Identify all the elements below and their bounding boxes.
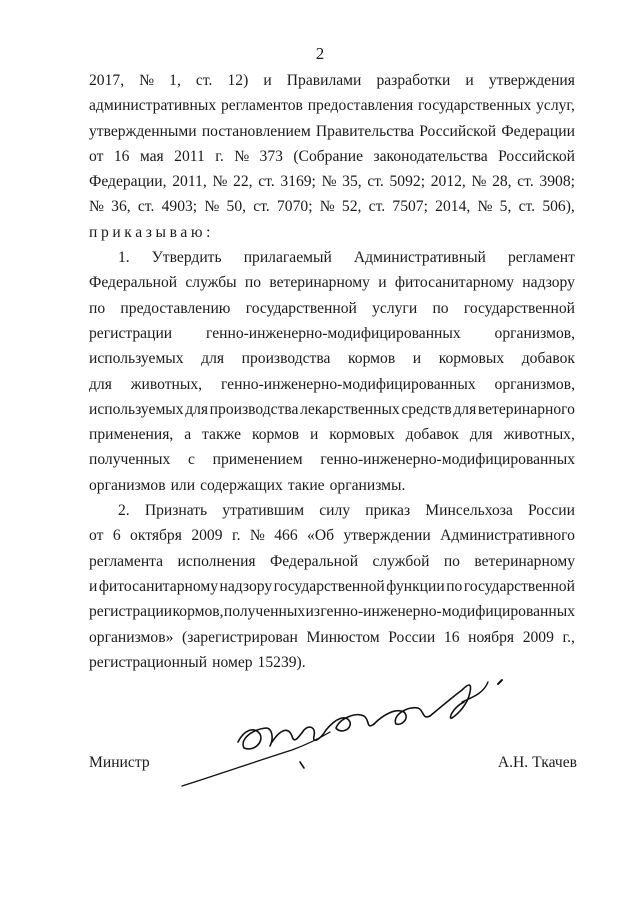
- word: такие: [287, 476, 325, 494]
- word: или: [170, 476, 196, 494]
- word: также: [202, 426, 242, 444]
- word: от: [89, 527, 104, 545]
- word: 7070;: [277, 198, 313, 216]
- word: и: [89, 577, 98, 595]
- word: государственной: [245, 299, 357, 317]
- word: 7507;: [392, 198, 428, 216]
- word: Российской: [419, 122, 497, 140]
- word: 5092;: [389, 173, 426, 191]
- word: организмы.: [329, 476, 406, 494]
- word: регламент: [507, 249, 575, 267]
- text-line: [89, 346, 575, 371]
- word: номер: [212, 653, 253, 671]
- text-line: [89, 625, 575, 650]
- word: законодательства: [373, 147, 488, 165]
- word: предоставлению: [120, 299, 231, 317]
- word: для: [453, 400, 477, 418]
- word: организмов»: [89, 628, 174, 646]
- word: Минсельхоза: [425, 502, 513, 520]
- text-line: [89, 523, 575, 548]
- word: Федеральной: [269, 552, 359, 570]
- word: от: [89, 147, 104, 165]
- word: животных,: [503, 426, 575, 444]
- word: приказываю:: [89, 223, 215, 241]
- word: 16: [443, 628, 460, 646]
- word: и: [465, 72, 474, 89]
- word: регистрационный: [89, 653, 208, 671]
- word: приказ: [365, 502, 411, 520]
- word: постановлением: [201, 122, 311, 140]
- word: 12): [227, 72, 249, 89]
- word: для: [201, 350, 225, 368]
- word: используемых: [89, 350, 184, 368]
- signer-name: А.Н. Ткачев: [497, 754, 577, 771]
- word: ветеринарному: [269, 274, 370, 292]
- word: кормовых: [329, 426, 395, 444]
- word: государственной: [463, 577, 575, 595]
- handwritten-signature: [180, 678, 520, 790]
- word: (Собрание: [293, 147, 364, 165]
- word: Административный: [353, 249, 486, 267]
- word: средств: [401, 400, 452, 418]
- text-line: [89, 194, 575, 219]
- word: Административного: [440, 527, 575, 545]
- word: кормовых: [438, 350, 505, 368]
- word: №: [89, 198, 104, 216]
- word: и: [310, 426, 319, 444]
- word: 2014,: [435, 198, 471, 216]
- word: 466: [274, 527, 298, 545]
- word: России: [527, 502, 575, 520]
- word: №: [204, 198, 220, 216]
- word: по: [443, 552, 460, 570]
- text-line: [89, 119, 575, 144]
- word: государственной: [463, 299, 575, 317]
- word: №: [471, 173, 487, 191]
- word: утверждения: [488, 72, 575, 89]
- word: Федеральной: [89, 274, 178, 292]
- word: 506),: [542, 198, 575, 216]
- word: фитосанитарному: [98, 577, 219, 595]
- word: «Об: [307, 527, 335, 545]
- word: ст.: [137, 198, 155, 216]
- page-number: 2: [315, 44, 325, 63]
- word: генно-инженерно-модифицированных: [220, 375, 476, 393]
- word: и: [263, 72, 272, 89]
- word: России: [388, 628, 436, 646]
- word: 15239).: [257, 653, 306, 671]
- text-line: [89, 599, 575, 624]
- word: силу: [319, 502, 351, 520]
- word: октября: [130, 527, 182, 545]
- text-line: [89, 220, 575, 245]
- word: 2009: [522, 628, 554, 646]
- signer-position: Министр: [89, 754, 150, 771]
- word: №: [234, 147, 250, 165]
- word: г.: [231, 527, 241, 545]
- word: ст.: [368, 198, 386, 216]
- word: надзору: [522, 274, 575, 292]
- text-line: [89, 93, 575, 118]
- word: для: [185, 400, 209, 418]
- word: Признать: [144, 502, 208, 520]
- word: лекарственных: [300, 400, 400, 418]
- word: 52,: [341, 198, 362, 216]
- word: фитосанитарному: [394, 274, 515, 292]
- word: 3169;: [280, 173, 316, 191]
- word: 36,: [111, 198, 131, 216]
- word: №: [249, 527, 265, 545]
- word: кормов,: [172, 603, 224, 621]
- word: услуги: [372, 299, 418, 317]
- word: используемых: [89, 400, 184, 418]
- word: Российской: [498, 147, 575, 165]
- word: кормов: [251, 426, 300, 444]
- signature-row: [89, 754, 577, 772]
- text-line: [89, 650, 575, 675]
- word: регламентов: [220, 97, 303, 115]
- word: применения,: [89, 426, 174, 444]
- word: а: [184, 426, 192, 444]
- text-line: [89, 372, 575, 397]
- word: по: [446, 577, 463, 595]
- word: №: [139, 72, 155, 89]
- word: производства: [241, 350, 331, 368]
- word: 16: [113, 147, 130, 165]
- word: организмов: [89, 476, 166, 494]
- word: прилагаемый: [243, 249, 332, 267]
- word: ст.: [258, 173, 275, 191]
- word: генно-инженерно-модифицированных: [206, 324, 461, 342]
- word: из: [305, 603, 321, 621]
- text-line: [89, 574, 575, 599]
- word: 1,: [169, 72, 181, 89]
- word: надзору: [219, 577, 273, 595]
- word: утратившим: [222, 502, 305, 520]
- word: производства: [209, 400, 299, 418]
- word: исполнения: [177, 552, 256, 570]
- word: по: [432, 299, 449, 317]
- word: 373: [259, 147, 283, 165]
- word: г.,: [562, 628, 575, 646]
- word: полученных: [223, 603, 306, 621]
- word: г.: [215, 147, 224, 165]
- text-line: [89, 321, 575, 346]
- word: Федерации,: [89, 173, 167, 191]
- word: службой: [372, 552, 430, 570]
- word: службы: [185, 274, 237, 292]
- word: ветеринарного: [477, 400, 575, 418]
- word: 2009: [191, 527, 223, 545]
- word: и: [378, 274, 387, 292]
- text-line: [89, 68, 575, 93]
- word: Правилами: [286, 72, 362, 89]
- word: (зарегистрирован: [182, 628, 298, 646]
- word: №: [321, 173, 337, 191]
- word: применением: [212, 451, 303, 469]
- text-line: [89, 422, 575, 447]
- word: государственных: [418, 97, 532, 115]
- word: 22,: [233, 173, 253, 191]
- word: Утвердить: [151, 249, 222, 267]
- text-line: [89, 169, 575, 194]
- word: №: [319, 198, 335, 216]
- word: для: [89, 375, 112, 393]
- word: Федерации: [501, 122, 575, 140]
- word: животных,: [130, 375, 203, 393]
- word: регламента: [89, 552, 164, 570]
- word: 50,: [226, 198, 247, 216]
- word: утвержденными: [89, 122, 197, 140]
- word: 28,: [492, 173, 512, 191]
- word: 2017,: [89, 72, 125, 89]
- word: генно-инженерно-модифицированных: [320, 603, 575, 621]
- word: и: [412, 350, 422, 368]
- word: кормов: [348, 350, 396, 368]
- word: мая: [139, 147, 164, 165]
- word: 3908;: [539, 173, 575, 191]
- word: ветеринарному: [474, 552, 575, 570]
- word: по: [244, 274, 262, 292]
- word: для: [469, 426, 493, 444]
- text-line: [89, 473, 575, 498]
- text-line: [89, 549, 575, 574]
- text-line: [89, 498, 575, 523]
- word: организмов,: [494, 324, 575, 342]
- word: предоставления: [307, 97, 414, 115]
- document-body: [89, 68, 575, 675]
- text-line: [89, 245, 575, 270]
- word: 4903;: [161, 198, 198, 216]
- word: содержащих: [200, 476, 283, 494]
- text-line: [89, 296, 575, 321]
- word: услуг,: [536, 97, 575, 115]
- word: №: [212, 173, 228, 191]
- word: организмов,: [494, 375, 575, 393]
- text-line: [89, 447, 575, 472]
- word: 6: [112, 527, 121, 545]
- word: полученных: [89, 451, 171, 469]
- word: 2.: [118, 502, 130, 520]
- word: ст.: [195, 72, 213, 89]
- word: добавок: [405, 426, 459, 444]
- word: регистрации: [89, 603, 173, 621]
- word: 2012,: [430, 173, 466, 191]
- word: ст.: [253, 198, 270, 216]
- word: ст.: [367, 173, 384, 191]
- word: регистрации: [89, 324, 173, 342]
- word: №: [477, 198, 493, 216]
- word: 2011,: [172, 173, 207, 191]
- word: Минюстом: [306, 628, 380, 646]
- word: добавок: [521, 350, 575, 368]
- text-line: [89, 270, 575, 295]
- word: Правительства: [315, 122, 415, 140]
- word: государственной: [273, 577, 385, 595]
- word: функции: [386, 577, 445, 595]
- word: 35,: [342, 173, 362, 191]
- word: ст.: [518, 198, 536, 216]
- word: 1.: [118, 249, 130, 267]
- word: утверждении: [343, 527, 431, 545]
- word: ст.: [517, 173, 534, 191]
- text-line: [89, 144, 575, 169]
- word: ноября: [468, 628, 515, 646]
- word: 2011: [174, 147, 205, 165]
- word: разработки: [376, 72, 451, 89]
- word: 5,: [499, 198, 512, 216]
- text-line: [89, 397, 575, 422]
- word: административных: [89, 97, 217, 115]
- word: с: [187, 451, 195, 469]
- word: по: [89, 299, 106, 317]
- word: генно-инженерно-модифицированных: [320, 451, 575, 469]
